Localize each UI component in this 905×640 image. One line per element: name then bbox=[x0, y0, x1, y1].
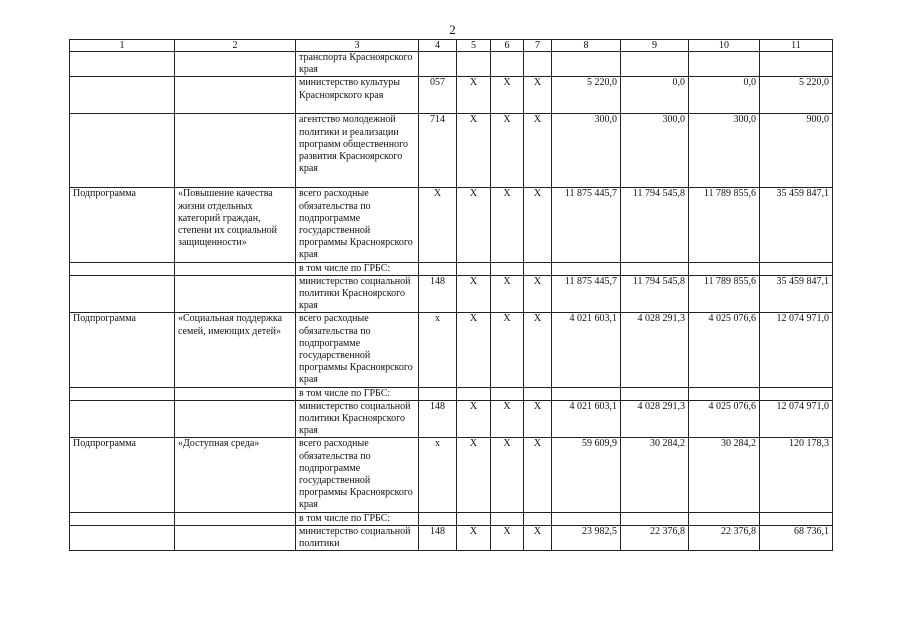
table-cell-col-11 bbox=[760, 387, 833, 400]
table-cell-col-11: 12 074 971,0 bbox=[760, 313, 833, 387]
table-cell-col-2 bbox=[175, 387, 296, 400]
table-cell-col-6: Х bbox=[491, 114, 524, 188]
table-cell-col-5: Х bbox=[457, 438, 491, 512]
table-cell-col-7 bbox=[524, 52, 552, 77]
table-cell-col-6 bbox=[491, 512, 524, 525]
table-cell-col-10: 4 025 076,6 bbox=[689, 400, 760, 438]
table-cell-col-11 bbox=[760, 52, 833, 77]
table-cell-col-3: министерство социальной политики Красноярского края bbox=[296, 400, 419, 438]
table-cell-col-5 bbox=[457, 512, 491, 525]
table-cell-col-6: Х bbox=[491, 77, 524, 114]
table-cell-col-10: 0,0 bbox=[689, 77, 760, 114]
table-cell-col-2: «Повышение качества жизни отдельных категорий граждан, степени их социальной защищенности» bbox=[175, 188, 296, 262]
table-cell-col-6 bbox=[491, 262, 524, 275]
table-cell-col-5: Х bbox=[457, 275, 491, 313]
table-cell-col-6 bbox=[491, 52, 524, 77]
table-cell-col-6: Х bbox=[491, 275, 524, 313]
table-cell-col-4: 148 bbox=[419, 525, 457, 550]
column-header: 11 bbox=[760, 40, 833, 52]
column-header: 5 bbox=[457, 40, 491, 52]
table-cell-col-4 bbox=[419, 512, 457, 525]
table-cell-col-3: всего расходные обязательства по подпрограмме государственной программы Красноярского края bbox=[296, 188, 419, 262]
table-cell-col-2 bbox=[175, 77, 296, 114]
table-cell-col-11: 68 736,1 bbox=[760, 525, 833, 550]
table-cell-col-4: х bbox=[419, 313, 457, 387]
table-row bbox=[70, 400, 833, 438]
table-cell-col-9: 11 794 545,8 bbox=[621, 275, 689, 313]
table-cell-col-10: 4 025 076,6 bbox=[689, 313, 760, 387]
table-cell-col-3: всего расходные обязательства по подпрограмме государственной программы Красноярского края bbox=[296, 313, 419, 387]
column-header: 6 bbox=[491, 40, 524, 52]
table-cell-col-2: «Доступная среда» bbox=[175, 438, 296, 512]
table-cell-col-5 bbox=[457, 262, 491, 275]
table-cell-col-10 bbox=[689, 512, 760, 525]
column-header: 8 bbox=[552, 40, 621, 52]
table-cell-col-9 bbox=[621, 387, 689, 400]
column-header: 1 bbox=[70, 40, 175, 52]
table-cell-col-1 bbox=[70, 114, 175, 188]
table-cell-col-11: 900,0 bbox=[760, 114, 833, 188]
table-cell-col-3: транспорта Красноярского края bbox=[296, 52, 419, 77]
table-row bbox=[70, 512, 833, 525]
table-cell-col-4 bbox=[419, 262, 457, 275]
table-cell-col-6 bbox=[491, 387, 524, 400]
column-number-row bbox=[70, 40, 833, 52]
table-cell-col-9: 30 284,2 bbox=[621, 438, 689, 512]
column-header: 4 bbox=[419, 40, 457, 52]
table-cell-col-1 bbox=[70, 400, 175, 438]
table-cell-col-4: 148 bbox=[419, 275, 457, 313]
table-cell-col-8 bbox=[552, 512, 621, 525]
table-cell-col-1 bbox=[70, 275, 175, 313]
table-cell-col-9: 11 794 545,8 bbox=[621, 188, 689, 262]
table-cell-col-9: 4 028 291,3 bbox=[621, 313, 689, 387]
table-cell-col-5: Х bbox=[457, 525, 491, 550]
table-cell-col-1 bbox=[70, 512, 175, 525]
table-cell-col-3: министерство культуры Красноярского края bbox=[296, 77, 419, 114]
table-cell-col-1: Подпрограмма bbox=[70, 313, 175, 387]
table-cell-col-8: 4 021 603,1 bbox=[552, 313, 621, 387]
table-cell-col-7: Х bbox=[524, 114, 552, 188]
table-cell-col-8: 4 021 603,1 bbox=[552, 400, 621, 438]
table-cell-col-7: Х bbox=[524, 525, 552, 550]
table-cell-col-11: 35 459 847,1 bbox=[760, 188, 833, 262]
table-cell-col-6: Х bbox=[491, 188, 524, 262]
table-cell-col-4: Х bbox=[419, 188, 457, 262]
table-cell-col-11 bbox=[760, 512, 833, 525]
table-cell-col-1 bbox=[70, 52, 175, 77]
table-cell-col-9: 300,0 bbox=[621, 114, 689, 188]
table-cell-col-8 bbox=[552, 52, 621, 77]
table-cell-col-5: Х bbox=[457, 114, 491, 188]
table-cell-col-7 bbox=[524, 512, 552, 525]
table-cell-col-3: министерство социальной политики Красноярского края bbox=[296, 275, 419, 313]
table-cell-col-5: Х bbox=[457, 313, 491, 387]
table-cell-col-8 bbox=[552, 262, 621, 275]
table-cell-col-1 bbox=[70, 77, 175, 114]
table-cell-col-8: 5 220,0 bbox=[552, 77, 621, 114]
table-cell-col-9 bbox=[621, 52, 689, 77]
page-number: 2 bbox=[449, 22, 456, 37]
table-cell-col-7: Х bbox=[524, 438, 552, 512]
table-cell-col-6: Х bbox=[491, 400, 524, 438]
table-cell-col-4: х bbox=[419, 438, 457, 512]
table-cell-col-4: 057 bbox=[419, 77, 457, 114]
table-cell-col-6: Х bbox=[491, 313, 524, 387]
table-cell-col-4: 148 bbox=[419, 400, 457, 438]
table-row bbox=[70, 525, 833, 550]
budget-table bbox=[69, 39, 833, 551]
table-row bbox=[70, 275, 833, 313]
table-cell-col-4 bbox=[419, 52, 457, 77]
table-cell-col-9: 22 376,8 bbox=[621, 525, 689, 550]
table-cell-col-8 bbox=[552, 387, 621, 400]
table-cell-col-2 bbox=[175, 525, 296, 550]
table-cell-col-6: Х bbox=[491, 525, 524, 550]
table-row bbox=[70, 114, 833, 188]
table-cell-col-5: Х bbox=[457, 400, 491, 438]
table-cell-col-7 bbox=[524, 387, 552, 400]
table-cell-col-7: Х bbox=[524, 400, 552, 438]
table-cell-col-7: Х bbox=[524, 77, 552, 114]
table-cell-col-3: в том числе по ГРБС: bbox=[296, 512, 419, 525]
table-cell-col-5 bbox=[457, 387, 491, 400]
table-cell-col-11: 35 459 847,1 bbox=[760, 275, 833, 313]
table-cell-col-1 bbox=[70, 387, 175, 400]
table-cell-col-10: 22 376,8 bbox=[689, 525, 760, 550]
column-header: 7 bbox=[524, 40, 552, 52]
table-cell-col-8: 11 875 445,7 bbox=[552, 188, 621, 262]
table-cell-col-4 bbox=[419, 387, 457, 400]
table-cell-col-1: Подпрограмма bbox=[70, 438, 175, 512]
table-cell-col-5 bbox=[457, 52, 491, 77]
table-cell-col-10: 11 789 855,6 bbox=[689, 275, 760, 313]
table-cell-col-9: 4 028 291,3 bbox=[621, 400, 689, 438]
table-cell-col-2: «Социальная поддержка семей, имеющих детей» bbox=[175, 313, 296, 387]
table-cell-col-2 bbox=[175, 275, 296, 313]
table-cell-col-10 bbox=[689, 387, 760, 400]
table-cell-col-10: 11 789 855,6 bbox=[689, 188, 760, 262]
column-header: 3 bbox=[296, 40, 419, 52]
table-row bbox=[70, 188, 833, 262]
table-row bbox=[70, 52, 833, 77]
table-cell-col-8: 59 609,9 bbox=[552, 438, 621, 512]
table-row bbox=[70, 387, 833, 400]
table-row bbox=[70, 313, 833, 387]
table-cell-col-8: 23 982,5 bbox=[552, 525, 621, 550]
table-row bbox=[70, 438, 833, 512]
table-cell-col-1 bbox=[70, 525, 175, 550]
table-cell-col-11: 120 178,3 bbox=[760, 438, 833, 512]
table-cell-col-7: Х bbox=[524, 188, 552, 262]
column-header: 10 bbox=[689, 40, 760, 52]
table-row bbox=[70, 262, 833, 275]
table-cell-col-10: 300,0 bbox=[689, 114, 760, 188]
table-cell-col-7: Х bbox=[524, 275, 552, 313]
table-cell-col-8: 11 875 445,7 bbox=[552, 275, 621, 313]
table-cell-col-7 bbox=[524, 262, 552, 275]
table-cell-col-3: в том числе по ГРБС: bbox=[296, 262, 419, 275]
table-cell-col-10 bbox=[689, 262, 760, 275]
table-cell-col-3: в том числе по ГРБС: bbox=[296, 387, 419, 400]
table-cell-col-2 bbox=[175, 52, 296, 77]
table-cell-col-7: Х bbox=[524, 313, 552, 387]
column-header: 2 bbox=[175, 40, 296, 52]
table-cell-col-1 bbox=[70, 262, 175, 275]
table-cell-col-9 bbox=[621, 262, 689, 275]
table-cell-col-8: 300,0 bbox=[552, 114, 621, 188]
table-cell-col-3: агентство молодежной политики и реализации программ общественного развития Красноярского края bbox=[296, 114, 419, 188]
table-cell-col-2 bbox=[175, 400, 296, 438]
table-cell-col-9 bbox=[621, 512, 689, 525]
table-cell-col-5: Х bbox=[457, 77, 491, 114]
table-cell-col-3: министерство социальной политики bbox=[296, 525, 419, 550]
table-cell-col-5: Х bbox=[457, 188, 491, 262]
table-cell-col-10: 30 284,2 bbox=[689, 438, 760, 512]
table-cell-col-1: Подпрограмма bbox=[70, 188, 175, 262]
table-cell-col-11: 12 074 971,0 bbox=[760, 400, 833, 438]
column-header: 9 bbox=[621, 40, 689, 52]
table-cell-col-2 bbox=[175, 114, 296, 188]
table-cell-col-4: 714 bbox=[419, 114, 457, 188]
table-cell-col-2 bbox=[175, 262, 296, 275]
table-cell-col-11: 5 220,0 bbox=[760, 77, 833, 114]
table-row bbox=[70, 77, 833, 114]
table-cell-col-3: всего расходные обязательства по подпрограмме государственной программы Красноярского края bbox=[296, 438, 419, 512]
table-cell-col-2 bbox=[175, 512, 296, 525]
table-cell-col-6: Х bbox=[491, 438, 524, 512]
table-cell-col-9: 0,0 bbox=[621, 77, 689, 114]
table-cell-col-10 bbox=[689, 52, 760, 77]
table-cell-col-11 bbox=[760, 262, 833, 275]
table-body bbox=[70, 52, 833, 551]
